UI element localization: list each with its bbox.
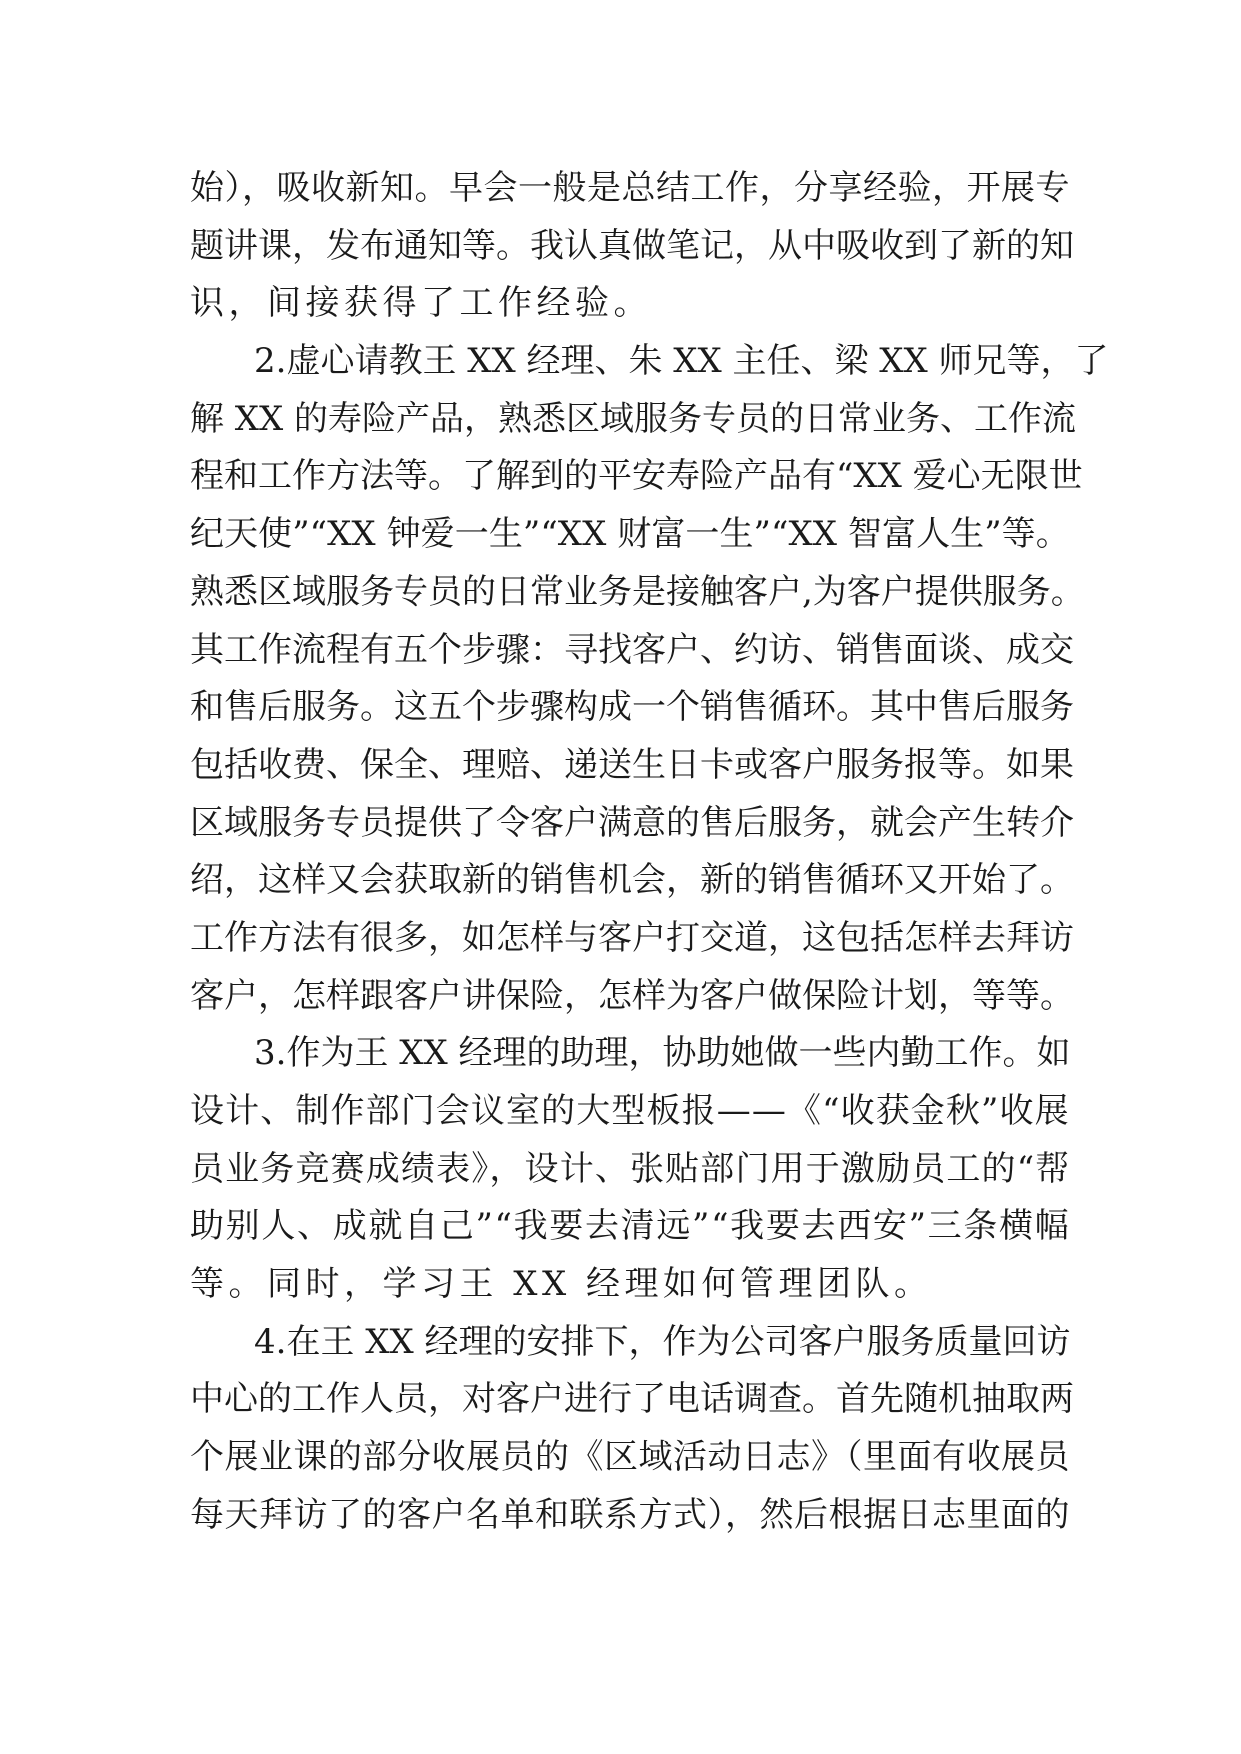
text-line: 包括收费、保全、理赔、递送生日卡或客户服务报等。如果: [190, 744, 1074, 785]
text-line: 其工作流程有五个步骤：寻找客户、约访、销售面谈、成交: [190, 629, 1074, 670]
text-line: 每天拜访了的客户名单和联系方式），然后根据日志里面的: [190, 1494, 1070, 1535]
text-line: 等。同时，学习王 XX 经理如何管理团队。: [190, 1264, 933, 1305]
text-line: 识，间接获得了工作经验。: [190, 283, 652, 324]
paragraph-first-line: 3.作为王 XX 经理的助理，协助她做一些内勤工作。如: [254, 1033, 1071, 1074]
text-line: 客户，怎样跟客户讲保险，怎样为客户做保险计划，等等。: [190, 975, 1074, 1016]
text-line: 助别人、成就自己”“我要去清远”“我要去西安”三条横幅: [190, 1206, 1071, 1247]
text-line: 员业务竞赛成绩表》，设计、张贴部门用于激励员工的“帮: [190, 1148, 1071, 1189]
text-line: 始），吸收新知。早会一般是总结工作，分享经验，开展专: [190, 168, 1070, 208]
text-line: 题讲课，发布通知等。我认真做笔记，从中吸收到了新的知: [190, 225, 1074, 266]
text-line: 绍，这样又会获取新的销售机会，新的销售循环又开始了。: [190, 860, 1074, 901]
text-line: 和售后服务。这五个步骤构成一个销售循环。其中售后服务: [190, 687, 1074, 728]
text-line: 设计、制作部门会议室的大型板报——《“收获金秋”收展: [190, 1091, 1070, 1131]
text-line: 程和工作方法等。了解到的平安寿险产品有“XX 爱心无限世: [190, 456, 1083, 497]
text-line: 解 XX 的寿险产品，熟悉区域服务专员的日常业务、工作流: [190, 398, 1077, 439]
text-line: 中心的工作人员，对客户进行了电话调查。首先随机抽取两: [190, 1379, 1074, 1420]
text-line: 工作方法有很多，如怎样与客户打交道，这包括怎样去拜访: [190, 917, 1074, 958]
body-text: [190, 160, 1109, 1545]
text-line: 个展业课的部分收展员的《区域活动日志》（里面有收展员: [190, 1437, 1070, 1478]
text-line: 熟悉区域服务专员的日常业务是接触客户,为客户提供服务。: [190, 571, 1085, 612]
text-line: 纪天使”“XX 钟爱一生”“XX 财富一生”“XX 智富人生”等。: [190, 514, 1070, 555]
text-line: 区域服务专员提供了令客户满意的售后服务，就会产生转介: [190, 802, 1074, 843]
paragraph-first-line: 4.在王 XX 经理的安排下，作为公司客户服务质量回访: [254, 1321, 1071, 1362]
paragraph-first-line: 2.虚心请教王 XX 经理、朱 XX 主任、梁 XX 师兄等，了: [254, 341, 1109, 382]
